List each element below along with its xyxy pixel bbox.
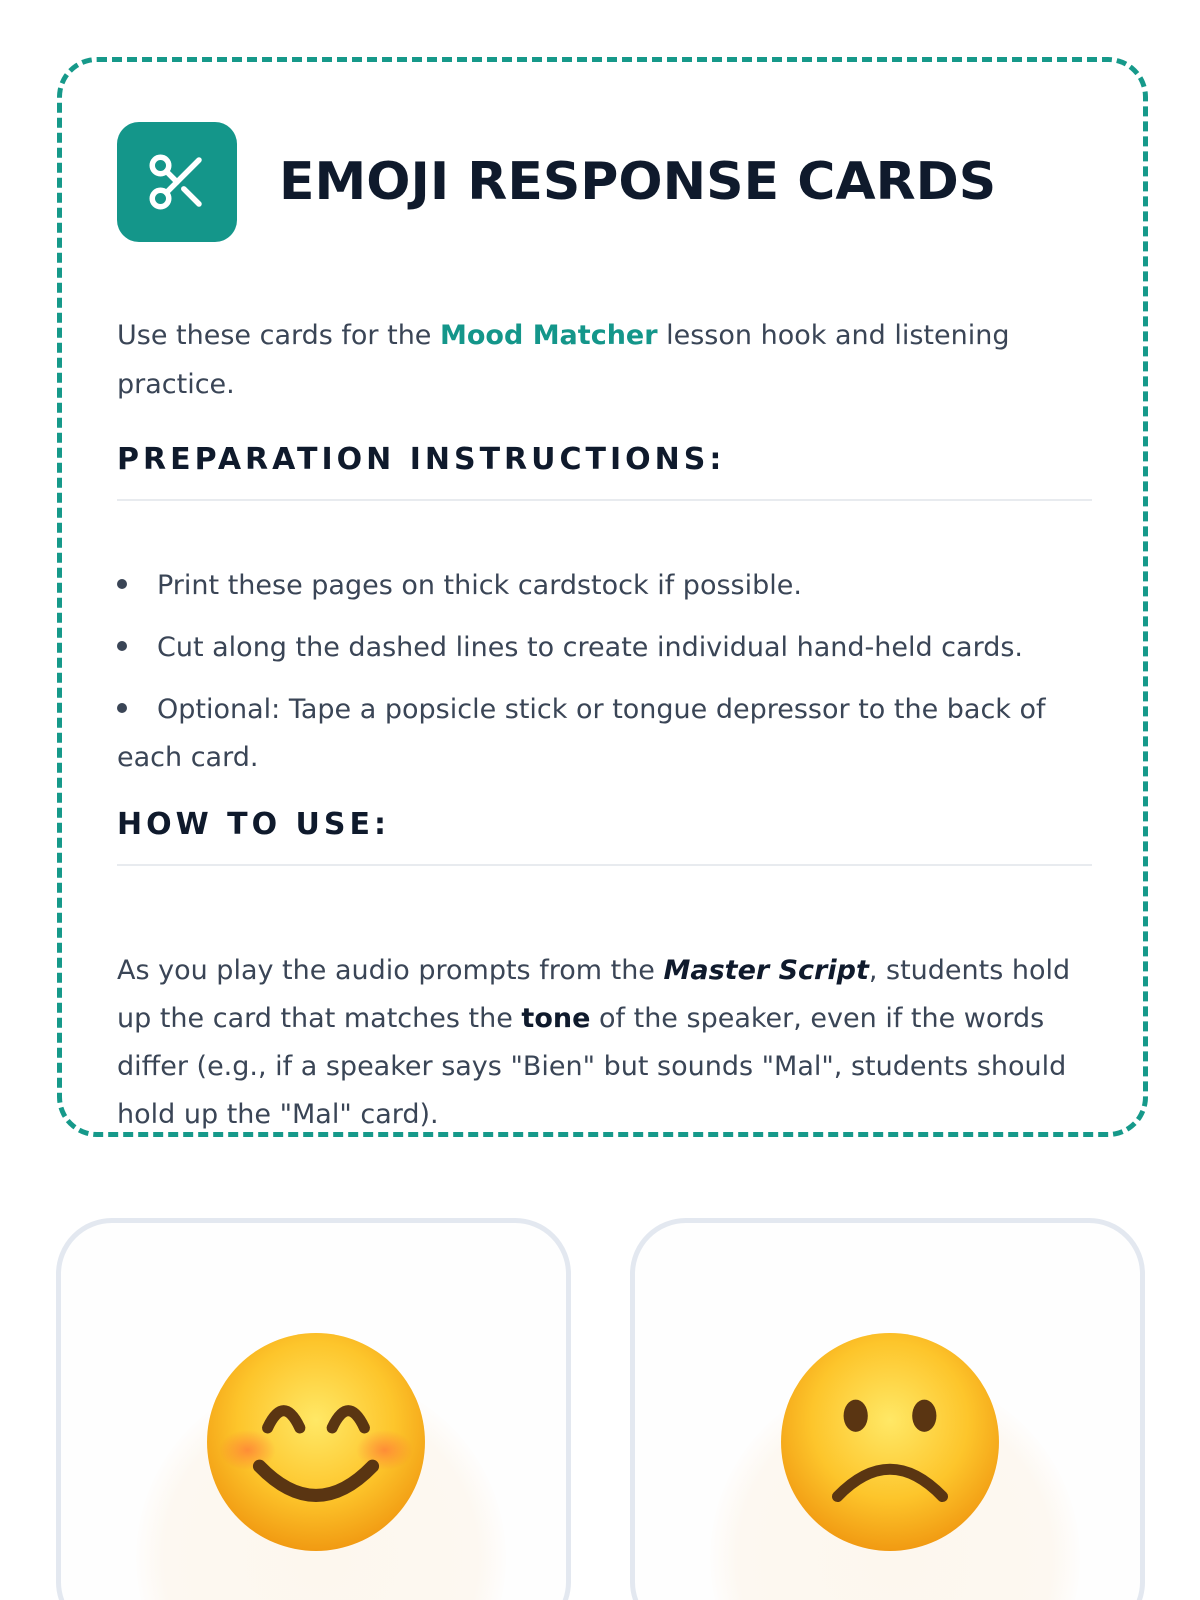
- bullet-icon: [117, 703, 127, 713]
- emoji-card-sad: [630, 1218, 1145, 1600]
- tone-keyword: tone: [521, 1003, 591, 1034]
- list-item-text: Print these pages on thick cardstock if possible.: [157, 570, 802, 601]
- intro-text: [117, 311, 1057, 409]
- frowning-face-icon: [779, 1331, 1001, 1553]
- how-to-part2: , students hold up the card that matches the: [117, 955, 1071, 1034]
- list-item-text: Cut along the dashed lines to create individual hand-held cards.: [157, 632, 1023, 663]
- script-name: Master Script: [663, 955, 869, 986]
- instructions-panel: [57, 57, 1148, 1137]
- how-to-use-text: [117, 947, 1092, 1139]
- intro-before: Use these cards for the: [117, 320, 440, 351]
- preparation-heading: PREPARATION INSTRUCTIONS:: [117, 442, 1092, 501]
- intro-after: lesson hook and listening practice.: [117, 320, 1010, 400]
- bullet-icon: [117, 579, 127, 589]
- how-to-part3: of the speaker, even if the words differ (e.g., if a speaker says "Bien" but sounds "Mal", students should hold up the "Mal" card).: [117, 1003, 1067, 1130]
- preparation-list: [117, 562, 1092, 796]
- lesson-name: Mood Matcher: [440, 320, 658, 351]
- bullet-icon: [117, 641, 127, 651]
- how-to-part1: As you play the audio prompts from the: [117, 955, 664, 986]
- list-item: [117, 562, 1092, 610]
- panel-header: [117, 117, 996, 247]
- scissors-icon: [117, 122, 237, 242]
- smiling-face-icon: [205, 1331, 427, 1553]
- emoji-card-happy: [56, 1218, 571, 1600]
- list-item-text: Optional: Tape a popsicle stick or tongue depressor to the back of each card.: [117, 694, 1046, 773]
- how-to-use-heading: HOW TO USE:: [117, 807, 1092, 866]
- list-item: [117, 686, 1092, 782]
- page-title: EMOJI RESPONSE CARDS: [279, 151, 997, 212]
- list-item: [117, 624, 1092, 672]
